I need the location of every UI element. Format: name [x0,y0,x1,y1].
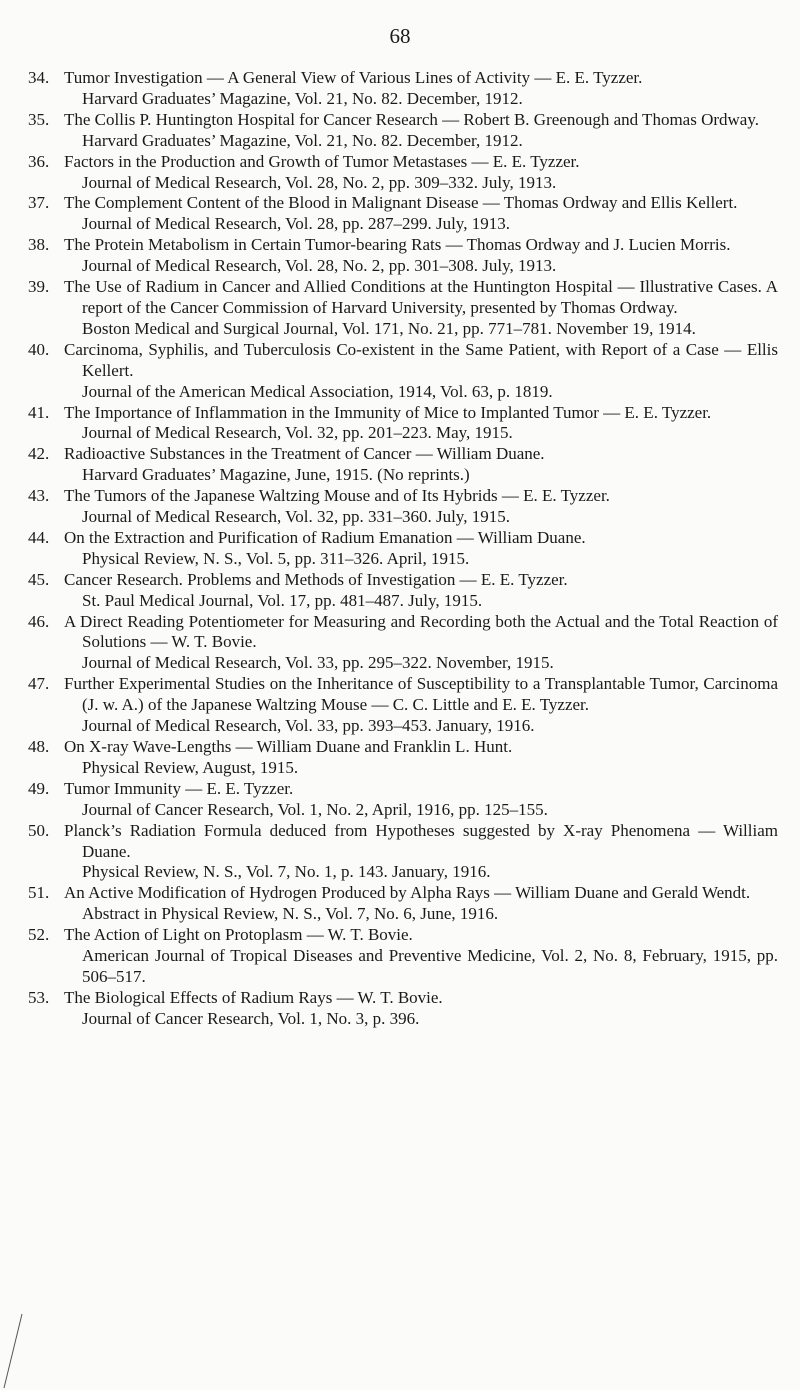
entry-source: Journal of Medical Research, Vol. 28, No. 2, pp. 309–332. July, 1913. [82,172,557,192]
bibliography-list [28,68,778,1030]
entry-title: Carcinoma, Syphilis, and Tuberculosis Co-existent in the Same Patient, with Report of a Case — Ellis Kellert. [64,339,778,380]
entry-source: Boston Medical and Surgical Journal, Vol. 171, No. 21, pp. 771–781. November 19, 1914. [82,318,696,338]
entry-title: Tumor Investigation — A General View of Various Lines of Activity — E. E. Tyzzer. [64,68,643,87]
entry-source: Journal of Medical Research, Vol. 33, pp. 295–322. November, 1915. [82,653,554,673]
entry-number: 34. [28,68,50,87]
entry-source: Journal of Medical Research, Vol. 32, pp. 201–223. May, 1915. [82,423,513,443]
bibliography-entry [28,988,778,1030]
entry-number: 41. [28,402,50,422]
entry-source: American Journal of Tropical Diseases and Preventive Medicine, Vol. 2, No. 8, February, 1915, pp. 506–517. [82,946,778,986]
entry-source: Physical Review, August, 1915. [82,757,299,777]
entry-title: Planck’s Radiation Formula deduced from Hypotheses suggested by X-ray Phenomena — William Duane. [64,820,778,861]
entry-source: Journal of Medical Research, Vol. 28, pp. 287–299. July, 1913. [82,214,510,234]
entry-number: 39. [28,277,50,297]
entry-title: The Complement Content of the Blood in Malignant Disease — Thomas Ordway and Ellis Kellert. [64,193,738,213]
entry-title: The Tumors of the Japanese Waltzing Mouse and of Its Hybrids — E. E. Tyzzer. [64,486,610,506]
bibliography-entry [28,193,778,235]
entry-source: Journal of Medical Research, Vol. 28, No. 2, pp. 301–308. July, 1913. [82,256,557,276]
bibliography-entry [28,403,778,445]
bibliography-entry [28,444,778,486]
entry-number: 36. [28,151,50,171]
entry-title: The Collis P. Huntington Hospital for Cancer Research — Robert B. Greenough and Thomas Ordway. [64,109,759,129]
entry-number: 48. [28,737,50,756]
entry-number: 44. [28,527,50,547]
entry-number: 49. [28,778,50,798]
entry-source: Journal of the American Medical Association, 1914, Vol. 63, p. 1819. [82,381,553,401]
entry-number: 43. [28,486,50,506]
entry-title: The Action of Light on Protoplasm — W. T. Bovie. [64,925,413,945]
entry-source: Physical Review, N. S., Vol. 7, No. 1, p. 143. January, 1916. [82,862,491,882]
bibliography-entry [28,277,778,340]
entry-source: Abstract in Physical Review, N. S., Vol. 7, No. 6, June, 1916. [82,904,499,924]
entry-number: 47. [28,674,50,694]
entry-number: 51. [28,883,50,903]
entry-number: 45. [28,569,50,589]
scan-pencil-mark [0,1312,30,1390]
bibliography-entry [28,674,778,737]
entry-source: Harvard Graduates’ Magazine, Vol. 21, No. 82. December, 1912. [82,88,523,108]
bibliography-entry [28,925,778,988]
entry-source: Journal of Medical Research, Vol. 33, pp. 393–453. January, 1916. [82,716,535,736]
entry-title: On X-ray Wave-Lengths — William Duane and Franklin L. Hunt. [64,737,513,756]
bibliography-entry [28,152,778,194]
entry-title: An Active Modification of Hydrogen Produced by Alpha Rays — William Duane and Gerald Wendt. [64,883,751,903]
entry-title: The Biological Effects of Radium Rays — W. T. Bovie. [64,987,443,1007]
bibliography-entry [28,883,778,925]
bibliography-entry [28,528,778,570]
entry-title: The Use of Radium in Cancer and Allied Conditions at the Huntington Hospital — Illustrative Cases. A report of the Cancer Commission of Harvard University, presented by Thomas Ordway. [64,277,778,317]
entry-number: 40. [28,339,50,359]
entry-title: The Protein Metabolism in Certain Tumor-bearing Rats — Thomas Ordway and J. Lucien Morris. [64,235,731,255]
entry-title: Radioactive Substances in the Treatment of Cancer — William Duane. [64,444,545,464]
entry-title: On the Extraction and Purification of Radium Emanation — William Duane. [64,527,586,547]
bibliography-entry [28,68,778,110]
entry-title: Factors in the Production and Growth of Tumor Metastases — E. E. Tyzzer. [64,151,580,171]
entry-source: Harvard Graduates’ Magazine, June, 1915. (No reprints.) [82,465,470,485]
bibliography-entry [28,779,778,821]
page-number: 68 [389,24,411,48]
entry-number: 50. [28,820,50,840]
entry-source: Journal of Cancer Research, Vol. 1, No. 3, p. 396. [82,1008,420,1028]
entry-number: 52. [28,925,50,945]
bibliography-entry [28,612,778,675]
entry-source: Physical Review, N. S., Vol. 5, pp. 311–326. April, 1915. [82,548,470,568]
entry-number: 46. [28,611,50,631]
entry-source: Harvard Graduates’ Magazine, Vol. 21, No. 82. December, 1912. [82,130,523,150]
entry-title: The Importance of Inflammation in the Immunity of Mice to Implanted Tumor — E. E. Tyzzer. [64,402,712,422]
bibliography-entry [28,821,778,884]
entry-number: 53. [28,987,50,1007]
entry-number: 37. [28,193,50,213]
entry-number: 35. [28,109,50,129]
bibliography-entry [28,110,778,152]
bibliography-entry [28,737,778,779]
entry-number: 38. [28,235,50,255]
entry-title: A Direct Reading Potentiometer for Measuring and Recording both the Actual and the Total Reaction of Solutions — W. T. Bovie. [64,611,778,652]
bibliography-entry [28,340,778,403]
entry-title: Tumor Immunity — E. E. Tyzzer. [64,778,294,798]
entry-source: St. Paul Medical Journal, Vol. 17, pp. 481–487. July, 1915. [82,590,483,610]
entry-source: Journal of Medical Research, Vol. 32, pp. 331–360. July, 1915. [82,507,510,527]
bibliography-entry [28,570,778,612]
entry-number: 42. [28,444,50,464]
bibliography-entry [28,486,778,528]
bibliography-entry [28,235,778,277]
entry-title: Further Experimental Studies on the Inheritance of Susceptibility to a Transplantable Tumor, Carcinoma (J. w. A.) of the Japanese Waltzing Mouse — C. C. Little and E. E. Tyzzer. [64,674,778,715]
entry-source: Journal of Cancer Research, Vol. 1, No. 2, April, 1916, pp. 125–155. [82,799,548,819]
entry-title: Cancer Research. Problems and Methods of Investigation — E. E. Tyzzer. [64,569,568,589]
